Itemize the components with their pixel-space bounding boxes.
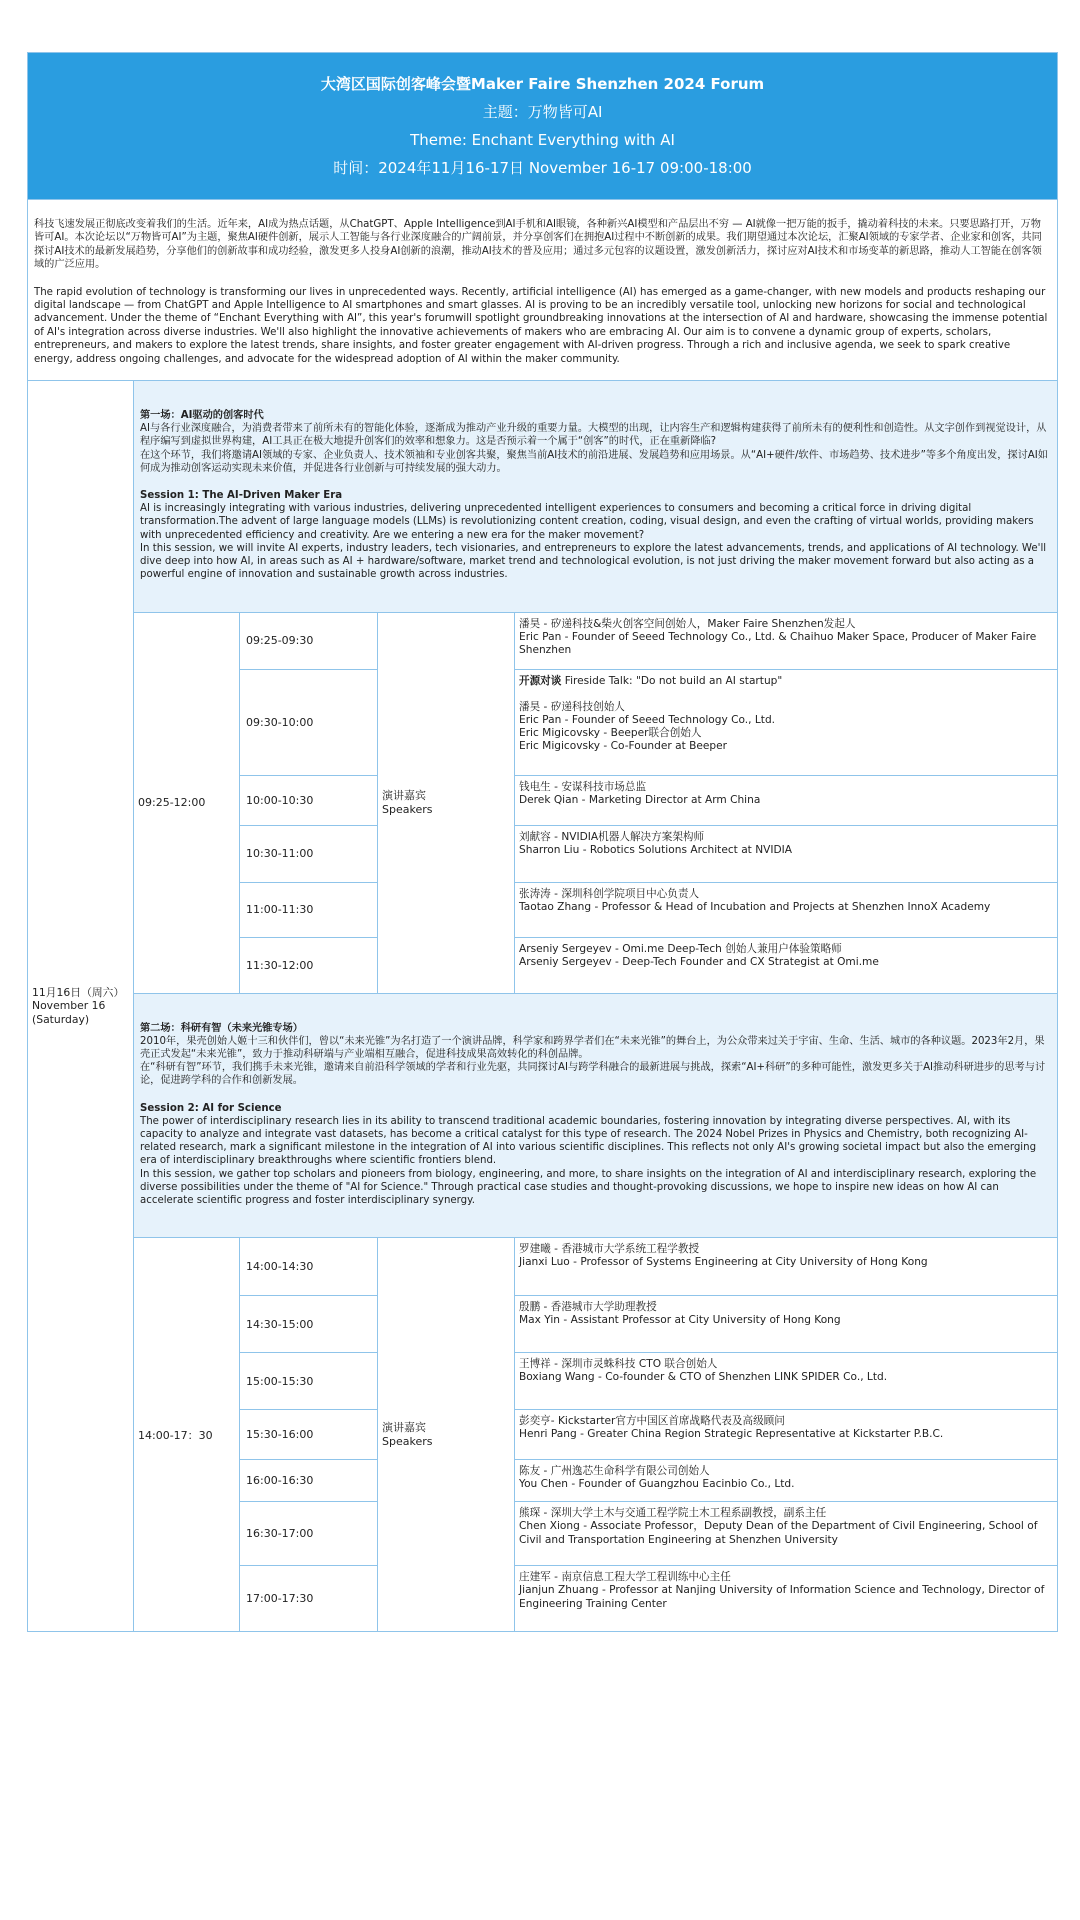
- speaker-en: Taotao Zhang - Professor & Head of Incubation and Projects at Shenzhen InnoX Academy: [519, 900, 991, 913]
- speaker-cn: 潘昊 - 矽递科技创始人: [519, 700, 625, 713]
- speaker-cn: 殷鹏 - 香港城市大学助理教授: [519, 1301, 657, 1314]
- speaker-cell: [515, 1460, 1058, 1502]
- session2-p2-cn: 在“科研有智”环节，我们携手未来光锥，邀请来自前沿科学领域的学者和行业先驱，共同探讨AI与跨学科融合的最新进展与挑战，探索“AI+科研”的多种可能性，激发更多关于AI推动科研进步的思考与讨论，促进跨学科的合作和创新发展。: [140, 1062, 1046, 1087]
- session1-time-range: 09:25-12:00: [134, 612, 240, 993]
- intro-text: [28, 200, 1058, 381]
- day-cn: 11月16日（周六）: [32, 985, 125, 999]
- role-en: Speakers: [382, 802, 433, 816]
- speaker-cn: 庄建军 - 南京信息工程大学工程训练中心主任: [519, 1571, 731, 1584]
- speaker-cn: 陈友 - 广州逸芯生命科学有限公司创始人: [519, 1465, 710, 1478]
- speaker-cell: [515, 1353, 1058, 1410]
- slot-time: 11:30-12:00: [240, 937, 378, 993]
- session2-title-en: Session 2: AI for Science: [140, 1102, 282, 1114]
- speaker-cn: 钱电生 - 安谋科技市场总监: [519, 780, 647, 793]
- slot-time: 15:30-16:00: [240, 1410, 378, 1460]
- slot-time: 10:00-10:30: [240, 775, 378, 825]
- schedule-row: [28, 1238, 1058, 1296]
- day-cell: [28, 381, 134, 1632]
- speaker-cn: Arseniy Sergeyev - Omi.me Deep-Tech 创始人兼用户体验策略师: [519, 942, 842, 955]
- speaker-en: Jianxi Luo - Professor of Systems Engineering at City University of Hong Kong: [519, 1256, 928, 1269]
- speaker-en: Chen Xiong - Associate Professor，Deputy Dean of the Department of Civil Engineering, School of Civil and Transportation Engineering at Shenzhen University: [519, 1520, 1038, 1546]
- session1-description: [134, 381, 1058, 612]
- schedule-row: [28, 612, 1058, 669]
- speaker-en: Derek Qian - Marketing Director at Arm China: [519, 793, 761, 806]
- session2-p1-cn: 2010年，果壳创始人姬十三和伙伴们，曾以“未来光锥”为名打造了一个演讲品牌，科学家和跨界学者们在“未来光锥”的舞台上，为公众带来过关于宇宙、生命、生活、城市的各种议题。2023年2月，果壳正式发起“未来光锥”，致力于推动科研端与产业端相互融合，促进科技成果高效转化的科创品牌。: [140, 1035, 1045, 1060]
- slot-time: 15:00-15:30: [240, 1353, 378, 1410]
- speaker-en: Eric Pan - Founder of Seeed Technology Co., Ltd.: [519, 713, 776, 726]
- speaker-en: Boxiang Wang - Co-founder & CTO of Shenzhen LINK SPIDER Co., Ltd.: [519, 1371, 888, 1384]
- speaker-cn: 王博祥 - 深圳市灵蛛科技 CTO 联合创始人: [519, 1358, 718, 1371]
- session2-description-row: [28, 993, 1058, 1238]
- speaker-cn: 潘昊 - 矽递科技&柴火创客空间创始人，Maker Faire Shenzhen发起人: [519, 617, 856, 630]
- slot-time: 17:00-17:30: [240, 1566, 378, 1632]
- intro-row: [28, 200, 1058, 381]
- header-row: [28, 53, 1058, 200]
- forum-time: 时间：2024年11月16-17日 November 16-17 09:00-18:00: [333, 159, 752, 177]
- speaker-cn: 彭奕亨- Kickstarter官方中国区首席战略代表及高级顾问: [519, 1415, 785, 1428]
- role-cn: 演讲嘉宾: [382, 788, 426, 802]
- speaker-en: Eric Pan - Founder of Seeed Technology Co., Ltd. & Chaihuo Maker Space, Producer of Maker Faire Shenzhen: [519, 630, 1037, 656]
- speaker-en: Arseniy Sergeyev - Deep-Tech Founder and CX Strategist at Omi.me: [519, 955, 879, 968]
- speaker-cell: [515, 669, 1058, 775]
- slot-time: 14:00-14:30: [240, 1238, 378, 1296]
- role-cn: 演讲嘉宾: [382, 1420, 426, 1434]
- speaker-en: Eric Migicovsky - Co-Founder at Beeper: [519, 740, 728, 753]
- speaker-cn: Eric Migicovsky - Beeper联合创始人: [519, 727, 702, 740]
- slot-time: 09:30-10:00: [240, 669, 378, 775]
- speaker-en: Max Yin - Assistant Professor at City University of Hong Kong: [519, 1314, 841, 1327]
- speaker-cell: [515, 825, 1058, 882]
- speaker-cell: [515, 1566, 1058, 1632]
- forum-title: 大湾区国际创客峰会暨Maker Faire Shenzhen 2024 Forum: [320, 75, 765, 93]
- session2-title-cn: 第二场：科研有智（未来光锥专场）: [140, 1022, 303, 1034]
- session2-description: [134, 993, 1058, 1238]
- speaker-en: Henri Pang - Greater China Region Strategic Representative at Kickstarter P.B.C.: [519, 1428, 944, 1441]
- day-en-2: (Saturday): [32, 1012, 90, 1026]
- fireside-topic: Fireside Talk: "Do not build an AI startup": [561, 674, 783, 687]
- intro-en: The rapid evolution of technology is transforming our lives in unprecedented ways. Recently, artificial intelligence (AI) has emerged as a game-changer, with new models and products reshaping our digital landscape — from ChatGPT and Apple Intelligence to AI smartphones and smart glasses. AI is proving to be an incredibly versatile tool, unlocking new horizons for social and technological advancement. Under the theme of “Enchant Everything with AI”, this year's forumwill spotlight groundbreaking innovations at the intersection of AI and hardware, showcasing the immense potential of AI's integration across diverse industries. We'll also highlight the innovative achievements of makers who are embracing AI. Our aim is to convene a dynamic group of experts, scholars, entrepreneurs, and makers to explore the latest trends, share insights, and foster greater engagement with AI-driven progress. Through a rich and inclusive agenda, we seek to spark creative energy, address ongoing challenges, and advocate for the widespread adoption of AI within the maker community.: [34, 286, 1048, 365]
- speaker-cn: 刘献容 - NVIDIA机器人解决方案架构师: [519, 830, 705, 843]
- role-en: Speakers: [382, 1434, 433, 1448]
- speaker-cell: [515, 937, 1058, 993]
- slot-time: 16:00-16:30: [240, 1460, 378, 1502]
- intro-cn: 科技飞速发展正彻底改变着我们的生活。近年来，AI成为热点话题，从ChatGPT、Apple Intelligence到AI手机和AI眼镜，各种新兴AI模型和产品层出不穷 — AI就像一把万能的扳手，撬动着科技的未来。只要思路打开，万物皆可AI。本次论坛以“万物皆可AI”为主题，聚焦AI硬件创新，展示人工智能与各行业深度融合的广阔前景，并分享创客们在拥抱AI过程中不断创新的成果。我们期望通过本次论坛，汇聚AI领域的专家学者、企业家和创客，共同探讨AI技术的最新发展趋势，分享他们的创新故事和成功经验，激发更多人投身AI创新的浪潮，推动AI技术的普及应用；通过多元包容的议题设置，激发创新活力，探讨应对AI技术和市场变革的新思路，推动人工智能在创客领域的广泛应用。: [34, 219, 1042, 271]
- speaker-cell: [515, 1502, 1058, 1566]
- speaker-cell: [515, 1238, 1058, 1296]
- slot-time: 10:30-11:00: [240, 825, 378, 882]
- agenda-document: [27, 52, 1057, 1632]
- session2-role: [378, 1238, 515, 1632]
- slot-time: 11:00-11:30: [240, 882, 378, 937]
- fireside-label: 开源对谈: [519, 674, 562, 687]
- day-en-1: November 16: [32, 999, 106, 1013]
- session1-role: [378, 612, 515, 993]
- session1-p2-en: In this session, we will invite AI experts, industry leaders, tech visionaries, and entrepreneurs to explore the latest advancements, trends, and applications of AI technology. We'll dive deep into how AI, in areas such as AI + hardware/software, market trend and technological evolution, is not just driving the maker movement forward but also acting as a powerful engine of innovation and sustainable growth across industries.: [140, 542, 1047, 581]
- speaker-en: You Chen - Founder of Guangzhou Eacinbio Co., Ltd.: [519, 1478, 795, 1491]
- session1-p1-en: AI is increasingly integrating with various industries, delivering unprecedented intelligent experiences to consumers and becoming a critical force in driving digital transformation.The advent of large language models (LLMs) is revolutionizing content creation, coding, visual design, and even the crafting of virtual worlds, providing makers with unprecedented efficiency and creativity. Are we entering a new era for the maker movement?: [140, 503, 1034, 541]
- session1-title-en: Session 1: The AI-Driven Maker Era: [140, 490, 343, 502]
- speaker-cn: 罗建曦 - 香港城市大学系统工程学教授: [519, 1243, 700, 1256]
- slot-time: 16:30-17:00: [240, 1502, 378, 1566]
- speaker-cn: 熊琛 - 深圳大学土木与交通工程学院土木工程系副教授，副系主任: [519, 1507, 827, 1520]
- session2-p1-en: The power of interdisciplinary research lies in its ability to transcend traditional academic boundaries, fostering innovation by integrating diverse perspectives. AI, with its capacity to analyze and integrate vast datasets, has become a critical catalyst for this type of research. The 2024 Nobel Prizes in Physics and Chemistry, both recognizing AI-related research, mark a significant milestone in the integration of AI into various scientific disciplines. This reflects not only AI's growing societal impact but also the emerging era of interdisciplinary breakthroughs where scientific frontiers blend.: [140, 1115, 1037, 1167]
- theme-cn: 主题：万物皆可AI: [482, 103, 603, 121]
- speaker-cell: [515, 1410, 1058, 1460]
- session1-p1-cn: AI与各行业深度融合，为消费者带来了前所未有的智能化体验，逐渐成为推动产业升级的重要力量。大模型的出现，让内容生产和逻辑构建获得了前所未有的便利性和创造性。从文字创作到视觉设计，从程序编写到虚拟世界构建，AI工具正在极大地提升创客们的效率和想象力。这是否预示着一个属于“创客”的时代，正在重新降临?: [140, 423, 1047, 448]
- agenda-table: [27, 52, 1058, 1632]
- fireside-talk-title: [519, 675, 1053, 688]
- slot-time: 09:25-09:30: [240, 612, 378, 669]
- session2-time-range: 14:00-17：30: [134, 1238, 240, 1632]
- session1-p2-cn: 在这个环节，我们将邀请AI领域的专家、企业负责人、技术领袖和专业创客共聚，聚焦当前AI技术的前沿进展、发展趋势和应用场景。从“AI+硬件/软件、市场趋势、技术进步”等多个角度出发，探讨AI如何成为推动创客运动实现未来价值，并促进各行业创新与可持续发展的强大动力。: [140, 449, 1048, 474]
- speaker-cell: [515, 612, 1058, 669]
- speaker-cell: [515, 775, 1058, 825]
- forum-header: [28, 53, 1058, 200]
- speaker-cell: [515, 1296, 1058, 1353]
- theme-en: Theme: Enchant Everything with AI: [410, 131, 675, 149]
- session1-title-cn: 第一场：AI驱动的创客时代: [140, 410, 264, 422]
- speaker-en: Sharron Liu - Robotics Solutions Architect at NVIDIA: [519, 843, 793, 856]
- speaker-cell: [515, 882, 1058, 937]
- session2-p2-en: In this session, we gather top scholars and pioneers from biology, engineering, and more, to share insights on the integration of AI and interdisciplinary research, exploring the diverse possibilities under the theme of "AI for Science." Through practical case studies and thought-provoking discussions, we hope to inspire new ideas on how AI can accelerate scientific progress and foster interdisciplinary synergy.: [140, 1168, 1037, 1206]
- session1-description-row: [28, 381, 1058, 612]
- speaker-cn: 张涛涛 - 深圳科创学院项目中心负责人: [519, 887, 700, 900]
- speaker-en: Jianjun Zhuang - Professor at Nanjing University of Information Science and Technology, Director of Engineering Training Center: [519, 1584, 1045, 1610]
- slot-time: 14:30-15:00: [240, 1296, 378, 1353]
